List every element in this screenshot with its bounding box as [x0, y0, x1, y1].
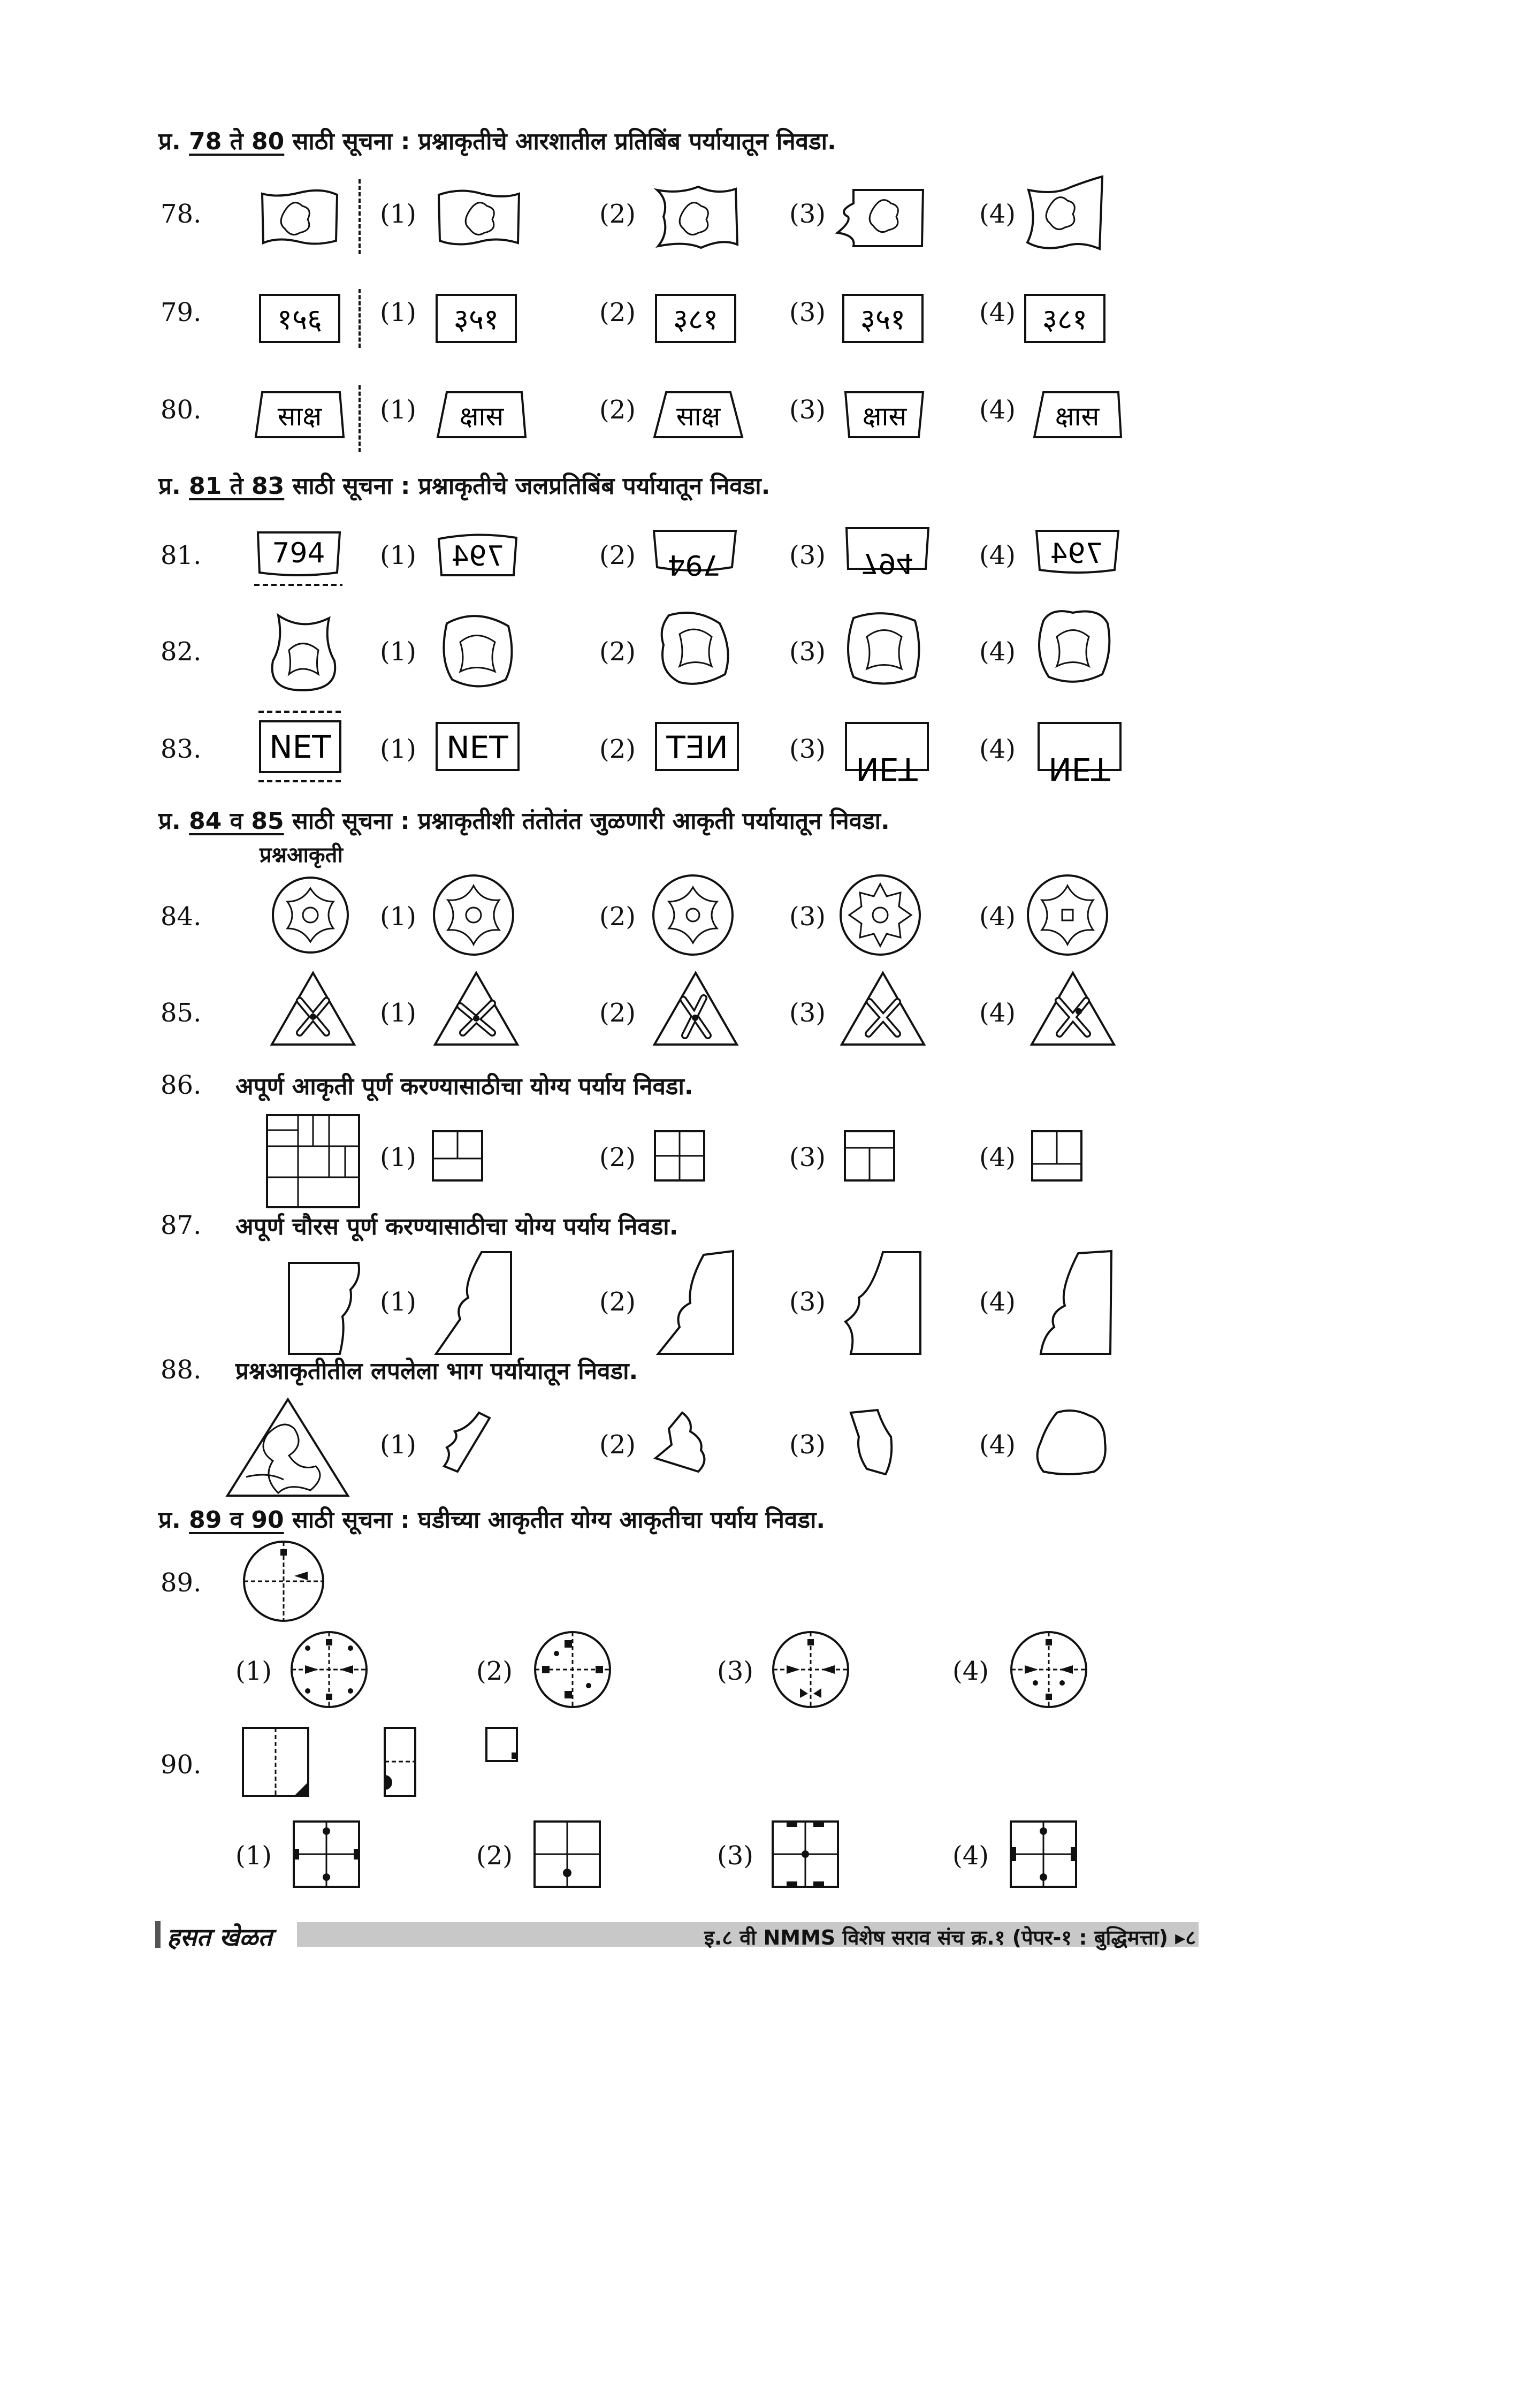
instruction-81-83: [158, 469, 770, 501]
fold-step-figure: [484, 1726, 519, 1763]
option-figure[interactable]: [771, 1629, 851, 1710]
option-label: (2): [599, 298, 636, 327]
option-label: (1): [380, 1142, 416, 1172]
mirror-line: [359, 385, 365, 452]
option-label: (4): [979, 1142, 1016, 1172]
option-label: (4): [979, 1430, 1016, 1460]
square-question-figure: [284, 1258, 369, 1359]
figure-text: ३५१: [453, 302, 499, 336]
option-figure[interactable]: [1009, 1629, 1089, 1710]
option-figure[interactable]: [532, 1629, 613, 1710]
option-label: (4): [979, 395, 1016, 425]
instruction-range: 84 व 85: [189, 807, 284, 835]
option-label: (2): [599, 637, 636, 667]
figure-text: क्षास: [862, 401, 907, 432]
instruction-text: साठी सूचना : प्रश्नाकृतीचे आरशातील प्रतिबिंब पर्यायातून निवडा.: [292, 128, 836, 155]
question-number: 89.: [161, 1568, 202, 1598]
option-label: (1): [380, 298, 416, 327]
option-label: (4): [952, 1841, 989, 1871]
figure-text: NET: [269, 729, 331, 765]
option-label: (1): [380, 395, 416, 425]
mirror-question-figure: [257, 292, 342, 345]
option-figure[interactable]: [433, 388, 530, 441]
option-figure[interactable]: [840, 607, 928, 693]
option-figure[interactable]: [433, 187, 524, 249]
question-number: 84.: [161, 902, 202, 932]
option-figure[interactable]: [647, 524, 741, 581]
instruction-prefix: प्र.: [158, 473, 181, 500]
option-figure[interactable]: [1022, 174, 1108, 254]
option-label: (3): [789, 298, 826, 327]
option-label: (4): [952, 1656, 989, 1686]
option-figure[interactable]: [431, 1129, 484, 1183]
option-figure[interactable]: [840, 1405, 899, 1480]
option-label: (3): [789, 1287, 826, 1317]
option-label: (3): [789, 1142, 826, 1172]
option-figure[interactable]: [1025, 872, 1110, 958]
instruction-text: साठी सूचना : प्रश्नाकृतीचे जलप्रतिबिंब पर्यायातून निवडा.: [292, 473, 771, 500]
option-figure[interactable]: [650, 969, 741, 1049]
question-figure-label: प्रश्नआकृती: [260, 843, 343, 867]
option-figure[interactable]: [1030, 1405, 1110, 1480]
question-number: 87.: [161, 1210, 202, 1240]
option-figure[interactable]: [431, 1247, 516, 1359]
figure-text: 794: [1050, 538, 1103, 570]
option-label: (3): [789, 540, 826, 570]
option-figure[interactable]: [433, 292, 519, 345]
instruction-prefix: प्र.: [158, 128, 181, 155]
option-label: (3): [789, 1430, 826, 1460]
option-figure[interactable]: [433, 527, 522, 581]
mirror-question-figure: [257, 187, 342, 249]
option-figure[interactable]: [1009, 1819, 1078, 1889]
option-figure[interactable]: [1022, 292, 1108, 345]
figure-text: ३५१: [860, 302, 906, 336]
option-figure[interactable]: [431, 969, 522, 1049]
instruction-text: साठी सूचना : प्रश्नाकृतीशी तंतोतंत जुळणारी आकृती पर्यायातून निवडा.: [292, 807, 890, 835]
option-figure[interactable]: [653, 179, 741, 254]
option-label: (3): [789, 734, 826, 764]
figure-text: साक्ष: [676, 401, 721, 432]
instruction-text: साठी सूचना : घडीच्या आकृतीत योग्य आकृतीचा पर्याय निवडा.: [292, 1506, 826, 1534]
figure-text: १५६: [277, 302, 323, 336]
option-label: (4): [979, 540, 1016, 570]
option-figure[interactable]: [650, 872, 736, 958]
option-figure[interactable]: [1030, 524, 1124, 578]
question-text: प्रश्नआकृतीतील लपलेला भाग पर्यायातून निवडा.: [235, 1358, 638, 1385]
option-label: (2): [476, 1841, 513, 1871]
figure-text: 794: [451, 540, 505, 573]
water-question-figure: [265, 610, 342, 696]
question-number: 83.: [161, 734, 202, 764]
option-label: (4): [979, 734, 1016, 764]
mirror-question-figure: [251, 388, 348, 441]
option-label: (2): [599, 998, 636, 1028]
question-number: 90.: [161, 1750, 202, 1780]
option-figure[interactable]: [1030, 605, 1116, 690]
instruction-range: 89 व 90: [189, 1506, 284, 1534]
option-label: (3): [717, 1841, 753, 1871]
fold-step-figure: [241, 1726, 310, 1798]
option-label: (2): [599, 734, 636, 764]
option-figure[interactable]: [1030, 1247, 1116, 1359]
question-text: अपूर्ण आकृती पूर्ण करण्यासाठीचा योग्य पर्याय निवडा.: [235, 1073, 693, 1100]
mirror-line: [359, 179, 365, 254]
figure-text: 794: [272, 537, 325, 569]
figure-text: NET: [1048, 751, 1110, 787]
option-figure[interactable]: [532, 1819, 602, 1889]
option-figure[interactable]: [837, 872, 923, 958]
option-figure[interactable]: [1027, 969, 1118, 1049]
question-number: 82.: [161, 637, 202, 667]
option-label: (2): [599, 1142, 636, 1172]
option-figure[interactable]: [840, 292, 926, 345]
triangle-question-figure: [268, 969, 359, 1049]
figure-text: साक्ष: [277, 401, 322, 432]
option-label: (1): [380, 1430, 416, 1460]
option-label: (1): [380, 902, 416, 932]
fold-step-figure: [383, 1726, 417, 1798]
option-figure[interactable]: [840, 522, 934, 579]
option-figure[interactable]: [289, 1629, 369, 1710]
option-label: (1): [380, 540, 416, 570]
option-figure[interactable]: [837, 969, 928, 1049]
question-number: 88.: [161, 1355, 202, 1385]
option-label: (1): [380, 637, 416, 667]
option-figure[interactable]: [431, 872, 516, 958]
option-label: (2): [599, 395, 636, 425]
option-label: (2): [599, 1430, 636, 1460]
option-label: (2): [476, 1656, 513, 1686]
flower-question-figure: [270, 875, 350, 955]
option-label: (3): [789, 637, 826, 667]
option-figure[interactable]: [653, 720, 741, 773]
option-label: (1): [235, 1656, 272, 1686]
option-label: (4): [979, 902, 1016, 932]
hidden-part-question-figure: [225, 1397, 350, 1498]
figure-text: ३८१: [1042, 302, 1088, 336]
question-number: 81.: [161, 540, 202, 570]
option-figure[interactable]: [1035, 720, 1124, 787]
question-number: 85.: [161, 998, 202, 1028]
figure-text: 794: [667, 548, 721, 581]
option-label: (2): [599, 1287, 636, 1317]
option-figure[interactable]: [843, 720, 931, 787]
instruction-prefix: प्र.: [158, 807, 181, 835]
option-figure[interactable]: [653, 1247, 738, 1359]
option-label: (1): [235, 1841, 272, 1871]
option-label: (4): [979, 199, 1016, 229]
option-label: (3): [717, 1656, 753, 1686]
option-label: (3): [789, 395, 826, 425]
footer-brand: हसत खेळत: [167, 1923, 272, 1952]
option-label: (4): [979, 637, 1016, 667]
option-figure[interactable]: [650, 1407, 714, 1477]
grid-question-figure: [265, 1113, 361, 1209]
figure-text: क्षास: [459, 401, 504, 432]
option-label: (3): [789, 199, 826, 229]
option-label: (2): [599, 199, 636, 229]
instruction-89-90: [158, 1503, 825, 1535]
option-figure[interactable]: [653, 1129, 706, 1183]
option-figure[interactable]: [650, 388, 746, 441]
question-number: 79.: [161, 298, 202, 327]
option-figure[interactable]: [653, 292, 738, 345]
footer-title: इ.८ वी NMMS विशेष सराव संच क्र.१ (पेपर-१ : बुद्धिमत्ता) ▸८: [704, 1926, 1196, 1949]
fold-question-figure: [241, 1538, 326, 1624]
option-label: (1): [380, 734, 416, 764]
option-figure[interactable]: [1030, 1129, 1084, 1183]
option-figure[interactable]: [832, 185, 926, 252]
option-label: (3): [789, 998, 826, 1028]
figure-text: क्षास: [1055, 401, 1100, 432]
option-label: (1): [380, 998, 416, 1028]
question-number: 80.: [161, 395, 202, 425]
option-label: (2): [599, 902, 636, 932]
option-label: (4): [979, 998, 1016, 1028]
option-figure[interactable]: [837, 388, 931, 441]
option-label: (2): [599, 540, 636, 570]
option-figure[interactable]: [1030, 388, 1124, 441]
mirror-line: [359, 289, 365, 348]
figure-text: NET: [856, 751, 918, 787]
option-figure[interactable]: [433, 720, 522, 773]
option-figure[interactable]: [436, 610, 519, 690]
figure-text: ३८१: [673, 302, 719, 336]
option-figure[interactable]: [436, 1407, 495, 1477]
instruction-range: 81 ते 83: [189, 473, 285, 500]
option-figure[interactable]: [840, 1247, 926, 1359]
option-label: (1): [380, 1287, 416, 1317]
water-question-figure: [256, 706, 344, 789]
instruction-78-80: [158, 124, 836, 156]
figure-text: 794: [860, 547, 914, 579]
water-question-figure: [251, 527, 345, 591]
option-figure[interactable]: [653, 607, 738, 693]
instruction-prefix: प्र.: [158, 1506, 181, 1534]
option-figure[interactable]: [771, 1819, 840, 1889]
figure-text: NET: [446, 729, 508, 766]
option-figure[interactable]: [843, 1129, 896, 1183]
question-number: 86.: [161, 1070, 202, 1100]
figure-text: NET: [666, 729, 728, 766]
question-number: 78.: [161, 199, 202, 229]
instruction-range: 78 ते 80: [189, 128, 285, 155]
option-label: (3): [789, 902, 826, 932]
option-label: (1): [380, 199, 416, 229]
option-label: (4): [979, 298, 1016, 327]
question-text: अपूर्ण चौरस पूर्ण करण्यासाठीचा योग्य पर्याय निवडा.: [235, 1213, 678, 1240]
option-figure[interactable]: [292, 1819, 361, 1889]
instruction-84-85: [158, 804, 890, 836]
option-label: (4): [979, 1287, 1016, 1317]
